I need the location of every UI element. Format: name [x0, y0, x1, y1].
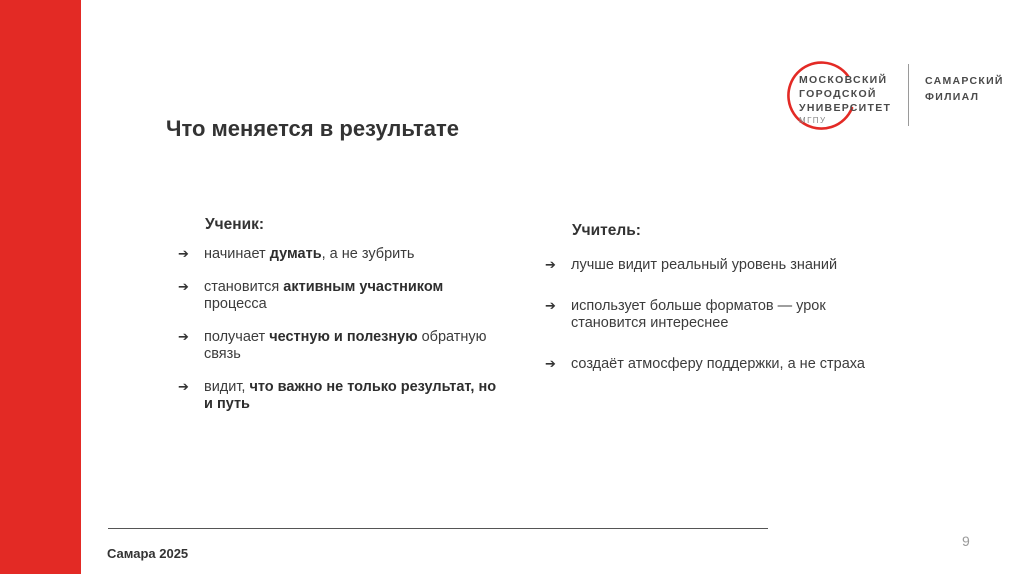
- logo-line: ГОРОДСКОЙ: [799, 88, 877, 100]
- arrow-right-icon: ➔: [178, 247, 189, 262]
- slide-title: Что меняется в результате: [166, 116, 459, 141]
- student-list: [178, 246, 508, 429]
- item-text: создаёт атмосферу поддержки, а не страха: [571, 356, 865, 372]
- arrow-right-icon: ➔: [178, 280, 189, 295]
- logo-line: УНИВЕРСИТЕТ: [799, 102, 892, 114]
- item-text: становится: [204, 279, 284, 295]
- list-item: [545, 298, 865, 332]
- university-logo: [782, 56, 1012, 134]
- item-text: получает: [204, 329, 270, 345]
- page-number: 9: [962, 533, 970, 549]
- logo-line: МОСКОВСКИЙ: [799, 74, 888, 86]
- item-text: лучше видит реальный уровень знаний: [571, 257, 838, 273]
- footer-divider: [108, 528, 768, 529]
- item-bold: честную и полезную: [269, 329, 418, 345]
- item-text: процесса: [204, 296, 267, 312]
- item-text: начинает: [204, 246, 270, 262]
- footer-location-year: Самара 2025: [107, 546, 189, 561]
- item-bold: активным участником: [283, 279, 444, 295]
- arrow-right-icon: ➔: [545, 299, 556, 314]
- list-item: [178, 246, 508, 263]
- branch-line: САМАРСКИЙ: [925, 75, 1004, 87]
- arrow-right-icon: ➔: [178, 380, 189, 395]
- arrow-right-icon: ➔: [545, 258, 556, 273]
- teacher-heading: Учитель:: [572, 222, 641, 239]
- item-bold: что важно не только результат, но и путь: [204, 379, 497, 412]
- arrow-right-icon: ➔: [545, 357, 556, 372]
- item-bold: думать: [269, 246, 322, 262]
- branch-line: ФИЛИАЛ: [925, 91, 980, 103]
- accent-bar: [0, 0, 81, 574]
- teacher-list: [545, 257, 865, 397]
- list-item: [545, 356, 865, 373]
- item-text: обратную связь: [204, 329, 487, 362]
- item-text: , а не зубрить: [321, 246, 415, 262]
- item-text: использует больше форматов — урок становится интереснее: [571, 298, 826, 331]
- logo-branch: [925, 73, 1004, 105]
- arrow-right-icon: ➔: [178, 330, 189, 345]
- logo-line: МГПУ: [799, 116, 827, 125]
- list-item: [545, 257, 865, 274]
- logo-divider: [908, 64, 909, 126]
- list-item: [178, 329, 508, 363]
- list-item: [178, 279, 508, 313]
- list-item: [178, 379, 508, 413]
- item-text: видит,: [204, 379, 250, 395]
- student-heading: Ученик:: [205, 216, 265, 233]
- logo-text: [799, 73, 891, 127]
